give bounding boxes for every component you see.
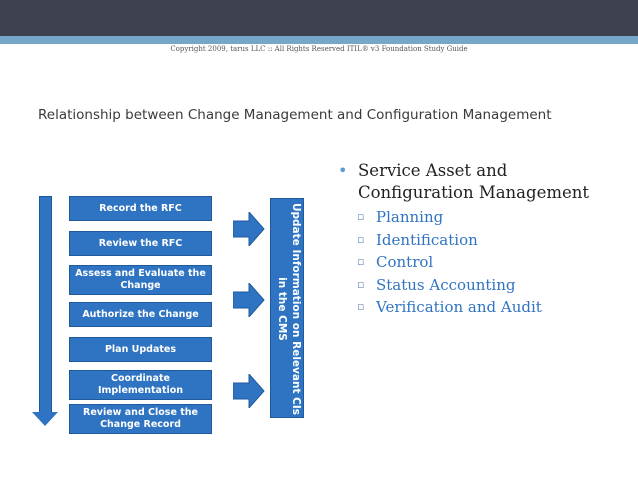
- sub-bullet-text: Status Accounting: [376, 275, 516, 294]
- sub-bullet-text: Control: [376, 253, 434, 271]
- step-review-rfc: Review the RFC: [69, 231, 212, 256]
- slide-header-bar: [0, 0, 638, 36]
- sub-bullet-text: Verification and Audit: [376, 298, 542, 316]
- sub-bullet-item: [338, 229, 628, 252]
- header-accent-stripe: [0, 36, 638, 44]
- sub-bullet-text: Planning: [376, 208, 444, 226]
- update-cms-label: Update Information on Relevant CIs in the CMS: [276, 203, 302, 415]
- sub-bullet-text: Identification: [376, 230, 478, 249]
- copyright-text: Copyright 2009, tarus LLC :: All Rights Reserved ITIL® v3 Foundation Study Guide: [170, 45, 468, 53]
- right-arrow-icon: [233, 212, 265, 246]
- main-bullet: [338, 160, 628, 204]
- square-bullet-icon: ▫: [357, 210, 365, 223]
- step-coordinate-implementation: Coordinate Implementation: [69, 370, 212, 400]
- right-arrow-icon: [233, 374, 265, 408]
- update-cms-box: [270, 198, 304, 418]
- square-bullet-icon: ▫: [357, 300, 365, 313]
- step-authorize: Authorize the Change: [69, 302, 212, 327]
- step-plan-updates: Plan Updates: [69, 337, 212, 362]
- right-arrow-icon: [233, 283, 265, 317]
- bullet-dot-icon: •: [338, 161, 348, 180]
- sub-bullet-item: [338, 274, 628, 297]
- step-assess-evaluate: Assess and Evaluate the Change: [69, 265, 212, 295]
- step-record-rfc: Record the RFC: [69, 196, 212, 221]
- square-bullet-icon: ▫: [357, 277, 365, 291]
- sub-bullet-list: [338, 206, 628, 319]
- process-diagram: [30, 186, 310, 436]
- sub-bullet-item: [338, 296, 628, 319]
- flow-down-arrow: [39, 196, 52, 416]
- bullet-list: [338, 160, 628, 319]
- square-bullet-icon: ▫: [357, 255, 365, 268]
- main-bullet-text: Service Asset and Configuration Management: [358, 161, 590, 202]
- sub-bullet-item: [338, 251, 628, 274]
- step-review-close: Review and Close the Change Record: [69, 404, 212, 434]
- square-bullet-icon: ▫: [357, 232, 365, 246]
- flow-down-arrow-head: [32, 412, 58, 426]
- slide-title: Relationship between Change Management and Configuration Management: [38, 107, 552, 123]
- sub-bullet-item: [338, 206, 628, 229]
